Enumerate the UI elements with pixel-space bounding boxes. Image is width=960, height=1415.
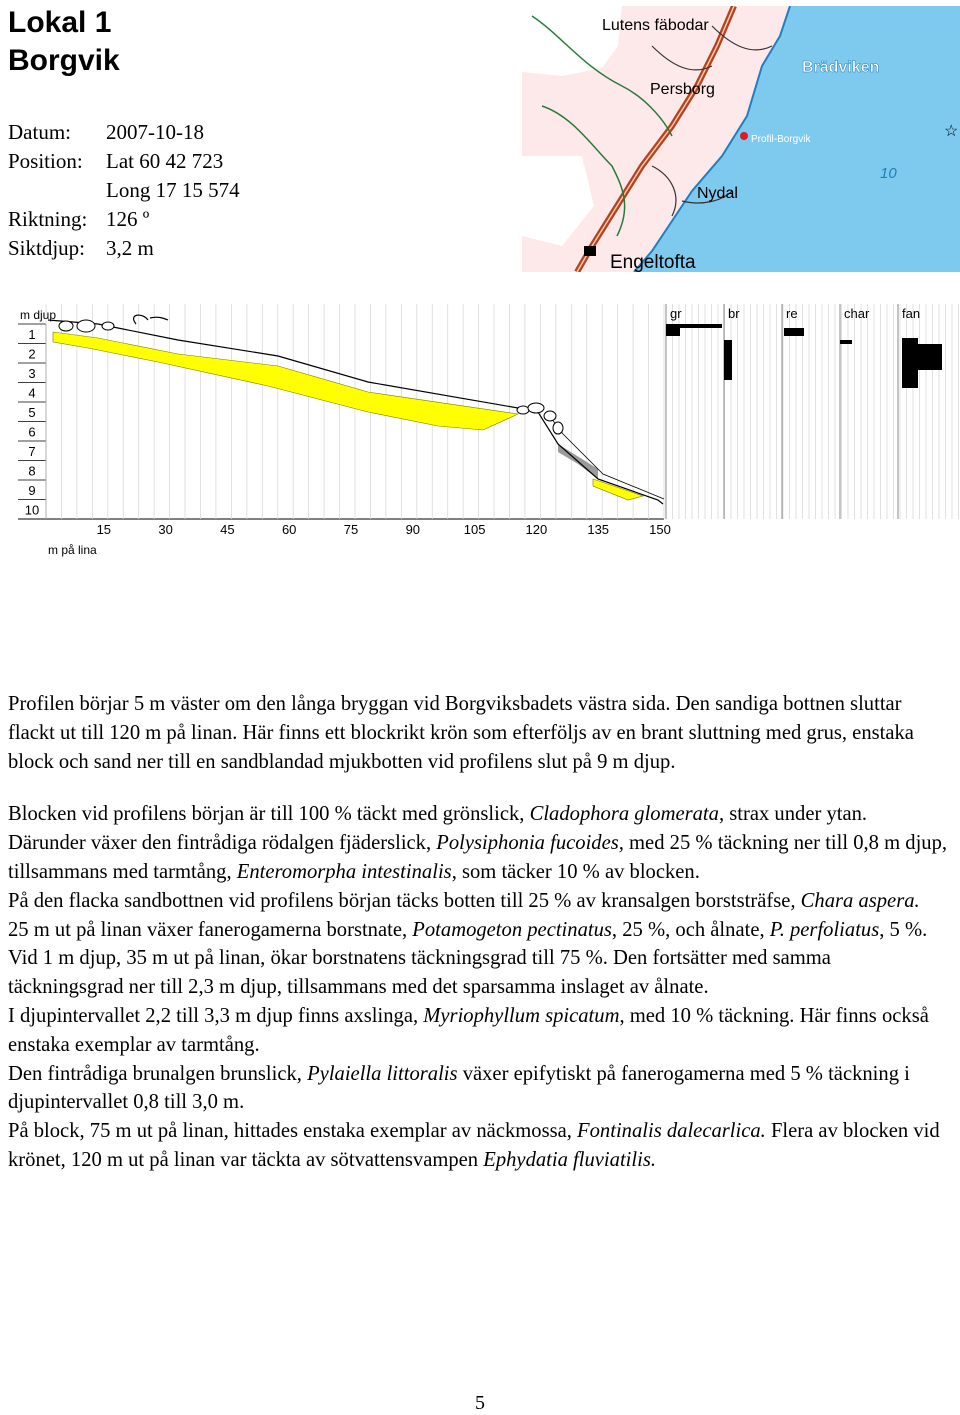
boulder bbox=[59, 321, 73, 331]
distance-label: 120 bbox=[525, 522, 548, 537]
position-row bbox=[8, 147, 240, 176]
coverage-bar bbox=[840, 340, 852, 344]
page-title bbox=[8, 4, 120, 80]
paragraph-sand: På den flacka sandbottnen vid profilens början täcks botten till 25 % av kransalgen borststräfse, Chara aspera. bbox=[8, 889, 920, 912]
map-building-icon bbox=[584, 246, 596, 256]
distance-axis-title: m på lina bbox=[48, 543, 97, 557]
distance-label: 90 bbox=[405, 522, 421, 537]
map-label-bradviken: Brädviken bbox=[802, 59, 880, 76]
title-line-2: Borgvik bbox=[8, 44, 120, 77]
depth-profile-graphic bbox=[18, 304, 960, 560]
datum-row bbox=[8, 118, 240, 147]
coverage-bar bbox=[724, 340, 732, 380]
coverage-bar bbox=[666, 324, 680, 336]
site-metadata bbox=[8, 118, 240, 263]
paragraph-blocks: Blocken vid profilens början är till 100 % täckt med grönslick, Cladophora glomerata, strax under ytan. Därunder växer den fintrådiga rödalgen fjäderslick, Polysiphonia fucoides, med 25 % täckning ner till 0,8 m djup, tillsammans med tarmtång, Enteromorpha intestinalis, som täcker 10 % av blocken. bbox=[8, 803, 948, 883]
boulder bbox=[553, 422, 563, 434]
depth-label: 1 bbox=[28, 327, 36, 342]
distance-label: 135 bbox=[587, 522, 610, 537]
distance-label: 15 bbox=[96, 522, 112, 537]
paragraph-myriophyllum: I djupintervallet 2,2 till 3,3 m djup finns axslinga, Myriophyllum spicatum, med 10 % täckning. Här finns också enstaka exemplar av tarmtång. bbox=[8, 1004, 929, 1056]
position-label: Position: bbox=[8, 149, 83, 173]
depth-profile bbox=[18, 304, 960, 560]
boulder bbox=[528, 403, 544, 413]
map-graphic bbox=[522, 6, 960, 272]
siktdjup-label: Siktdjup: bbox=[8, 236, 86, 260]
boulder bbox=[544, 411, 556, 421]
depth-label: 4 bbox=[28, 385, 36, 401]
depth-label: 9 bbox=[28, 483, 36, 498]
coverage-bar bbox=[902, 338, 918, 388]
species-column-label: br bbox=[728, 306, 740, 321]
longitude-row bbox=[8, 176, 240, 205]
species-column-label: char bbox=[844, 306, 870, 321]
boulder bbox=[77, 320, 95, 332]
depth-label: 7 bbox=[28, 444, 36, 459]
depth-label: 6 bbox=[28, 424, 36, 440]
map-label-persborg: Persborg bbox=[650, 81, 715, 98]
distance-label: 45 bbox=[220, 522, 235, 537]
depth-label: 2 bbox=[28, 346, 36, 362]
distance-label: 30 bbox=[158, 522, 173, 537]
map-label-lutens: Lutens fäbodar bbox=[602, 17, 709, 34]
page-number: 5 bbox=[475, 1392, 485, 1414]
map-label-nydal: Nydal bbox=[697, 185, 738, 202]
riktning-row bbox=[8, 205, 240, 234]
depth-label: 5 bbox=[28, 405, 36, 420]
coverage-bar bbox=[680, 324, 722, 328]
map-star-icon: ☆ bbox=[944, 123, 959, 140]
coverage-bar bbox=[918, 344, 942, 370]
distance-label: 105 bbox=[463, 522, 486, 537]
paragraph-pylaiella: Den fintrådiga brunalgen brunslick, Pylaiella littoralis växer epifytiskt på fanerogamerna med 5 % täckning i djupintervallet 0,8 till 3,0 m. bbox=[8, 1062, 910, 1114]
boulder bbox=[517, 406, 529, 414]
species-column-label: fan bbox=[902, 306, 921, 321]
riktning-label: Riktning: bbox=[8, 207, 88, 231]
siktdjup-value: 3,2 m bbox=[106, 236, 154, 260]
distance-label: 150 bbox=[649, 522, 671, 537]
distance-label: 75 bbox=[343, 522, 359, 537]
depth-label: 3 bbox=[28, 366, 36, 381]
title-line-1: Lokal 1 bbox=[8, 6, 112, 39]
depth-label: 8 bbox=[28, 463, 36, 479]
paragraph-fontinalis: På block, 75 m ut på linan, hittades enstaka exemplar av näckmossa, Fontinalis dalecarlica. Flera av blocken vid krönet, 120 m ut på linan var täckta av sötvattensvampen Ephydatia fluviatilis. bbox=[8, 1120, 940, 1171]
paragraph-profile: Profilen börjar 5 m väster om den långa bryggan vid Borgviksbadets västra sida. Den sandiga bottnen sluttar flackt ut till 120 m på linan. Här finns ett blockrikt krön som efterföljs av en brant sluttning med grus, enstaka block och sand ner till en sandblandad mjukbotten vid profilens slut på 9 m djup. bbox=[8, 693, 914, 773]
boulder bbox=[102, 322, 114, 330]
species-column-label: gr bbox=[670, 306, 682, 321]
distance-label: 60 bbox=[281, 522, 297, 537]
depth-axis-title: m djup bbox=[20, 308, 57, 322]
map-label-engeltofta: Engeltofta bbox=[610, 252, 696, 272]
riktning-value: 126 º bbox=[106, 207, 150, 231]
species-column-label: re bbox=[786, 306, 798, 321]
longitude-value: Long 17 15 574 bbox=[106, 178, 240, 202]
datum-label: Datum: bbox=[8, 120, 71, 144]
description-text bbox=[8, 690, 948, 1175]
latitude-value: Lat 60 42 723 bbox=[106, 149, 224, 173]
map-label-profil: Profil-Borgvik bbox=[751, 134, 811, 145]
paragraph-fanerogams: 25 m ut på linan växer fanerogamerna borstnate, Potamogeton pectinatus, 25 %, och ålnate, P. perfoliatus, 5 %. Vid 1 m djup, 35 m ut på linan, ökar borstnatens täckningsgrad till 75 %. Den fortsätter med samma täckningsgrad ner till 2,3 m djup, tillsammans med det sparsamma inslaget av ålnate. bbox=[8, 918, 928, 999]
depth-label: 10 bbox=[24, 502, 40, 518]
siktdjup-row bbox=[8, 234, 240, 263]
profile-location-marker bbox=[740, 132, 748, 140]
location-map bbox=[522, 6, 960, 272]
coverage-bar bbox=[784, 328, 804, 336]
map-label-depth-10: 10 bbox=[880, 165, 897, 182]
datum-value: 2007-10-18 bbox=[106, 120, 204, 144]
